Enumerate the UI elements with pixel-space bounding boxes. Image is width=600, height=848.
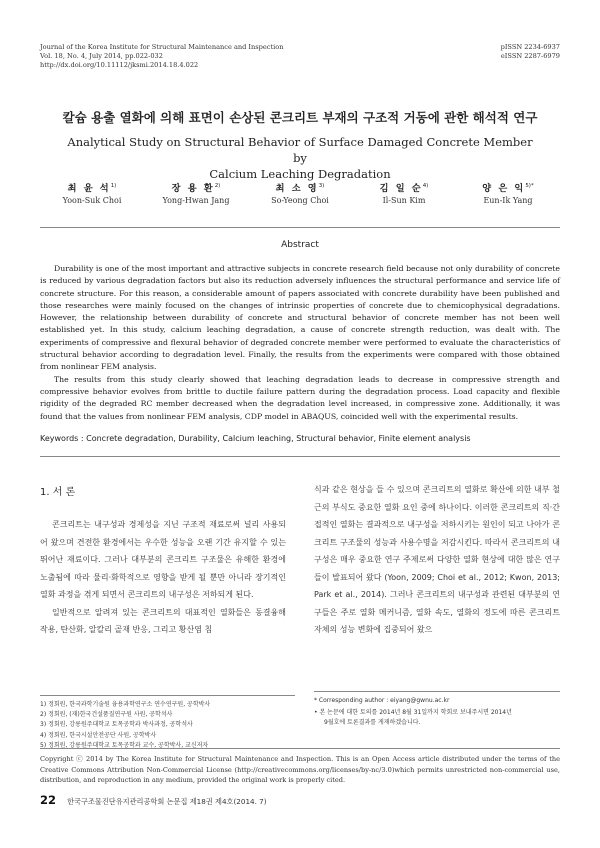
author-name-en: Yong-Hwan Jang bbox=[162, 196, 230, 206]
body-column-left bbox=[40, 485, 286, 639]
divider bbox=[40, 748, 560, 749]
corresponding-author: * Corresponding author : eiyang@gwnu.ac.kr bbox=[314, 697, 450, 704]
footnote-rule bbox=[40, 695, 295, 696]
copyright-notice: Copyright ⓒ 2014 by The Korea Institute for Structural Maintenance and Inspection. This is an Open Access article distributed under the terms of the Creative Commons Attribution Non-Commercial License (http://creativecommons.org/licenses/by-nc/3.0)which permits unrestricted non-commercial use, distribution, and reproduction in any medium, provided the original work is properly cited. bbox=[40, 755, 560, 784]
affiliation-footnote: 4) 정회원, 한국시설안전공단 사원, 공학박사 bbox=[40, 731, 157, 739]
journal-footer-name: 한국구조물진단유지관리공학회 논문집 제18권 제4호(2014. 7) bbox=[67, 797, 267, 806]
body-column-right bbox=[314, 481, 560, 639]
page-number: 22 bbox=[40, 793, 57, 807]
issn-block bbox=[420, 43, 560, 61]
footnote-rule bbox=[314, 691, 560, 692]
keywords-label: Keywords : bbox=[40, 434, 84, 443]
abstract-paragraph: Durability is one of the most important and attractive subjects in concrete research field because not only durability of concrete is reduced by various degradation factors but also its reduction adversely influences the structural performance and service life of concrete structure. For this reason, a considerable amount of papers associated with concrete durability have been published and those researches were mainly focused on the changes of intrinsic properties of concrete due to chemicophysical degradations. However, the relationship between durability of concrete and structural behavior of concrete member has not been well established yet. In this study, calcium leaching degradation, a cause of concrete strength reduction, was dealt with. The experiments of compressive and flexural behavior of degraded concrete member were performed to evaluate the characteristics of structural behavior according to degradation level. Finally, the results from the experiments were compared with those obtained from nonlinear FEM analysis. bbox=[40, 264, 560, 372]
author-affiliation-mark: 3) bbox=[318, 183, 325, 189]
author bbox=[352, 180, 456, 207]
title-en-line-1: Analytical Study on Structural Behavior of Surface Damaged Concrete Member by bbox=[67, 135, 533, 165]
abstract-paragraph: The results from this study clearly showed that leaching degradation leads to decrease in compressive strength and compressive behavior evolves from brittle to ductile failure pattern during the degradation process. Load capacity and flexible rigidity of the degraded RC member decreased when the degradation level increased, in compressive zone. Additionally, it was found that the values from nonlinear FEM analysis, CDP model in ABAQUS, coincided well with the experimental results. bbox=[40, 374, 560, 421]
journal-header bbox=[40, 43, 360, 70]
author-name-en: Eun-Ik Yang bbox=[483, 196, 533, 206]
body-paragraph: 콘크리트는 내구성과 경제성을 지닌 구조적 재료로써 널리 사용되어 왔으며 견전한 환경에서는 우수한 성능을 오랜 기간 유지할 수 있는 뛰어난 재료이다. 그러나 대부분의 콘크리트 구조물은 유해한 환경에 노출됨에 따라 물리·화학적으로 영향을 받게 될 뿐만 아니라 장기적인 열화 과정을 겪게 되면서 콘크리트의 내구성은 저하되게 된다. bbox=[40, 520, 286, 599]
page-footer bbox=[40, 789, 267, 808]
body-paragraph: 일반적으로 알려져 있는 콘크리트의 대표적인 열화들은 동결융해 작용, 탄산화, 알칼리 골재 반응, 그리고 황산염 침 bbox=[40, 607, 286, 634]
paper-title-english bbox=[60, 134, 540, 182]
author-name-en: Il-Sun Kim bbox=[382, 196, 426, 206]
divider bbox=[40, 456, 560, 457]
author-name-en: Yoon-Suk Choi bbox=[62, 196, 122, 206]
abstract-body bbox=[40, 263, 560, 423]
journal-volume: Vol. 18, No. 4, July 2014, pp.022-032 bbox=[40, 52, 163, 60]
correspondence-footnotes bbox=[314, 696, 564, 729]
author bbox=[248, 180, 352, 207]
author-name-en: So-Yeong Choi bbox=[271, 196, 329, 206]
affiliation-footnote: 5) 정회원, 강릉원주대학교 토목공학과 교수, 공학박사, 교신저자 bbox=[40, 741, 209, 749]
author-name-kr: 최 윤 석 bbox=[67, 183, 111, 195]
author-affiliation-mark: 4) bbox=[422, 183, 429, 189]
eissn: eISSN 2287-6979 bbox=[500, 52, 560, 60]
keywords-line bbox=[40, 434, 560, 443]
affiliation-footnote: 3) 정회원, 강릉원주대학교 토목공학과 박사과정, 공학석사 bbox=[40, 721, 193, 729]
journal-name: Journal of the Korea Institute for Structural Maintenance and Inspection bbox=[40, 43, 284, 51]
section-heading: 1. 서 론 bbox=[40, 487, 76, 498]
title-en-line-2: Calcium Leaching Degradation bbox=[209, 167, 391, 181]
author-name-kr: 장 용 환 bbox=[171, 183, 215, 195]
keywords-text: Concrete degradation, Durability, Calcium leaching, Structural behavior, Finite element analysis bbox=[86, 434, 471, 443]
discussion-note-cont: 9월호에 토론결과를 게재하겠습니다. bbox=[324, 719, 421, 727]
author-affiliation-mark: 5)* bbox=[525, 183, 534, 189]
divider bbox=[40, 227, 560, 228]
affiliation-footnotes bbox=[40, 700, 300, 751]
author-affiliation-mark: 2) bbox=[214, 183, 221, 189]
author bbox=[456, 180, 560, 207]
author-name-kr: 김 일 순 bbox=[379, 183, 423, 195]
author bbox=[40, 180, 144, 207]
author bbox=[144, 180, 248, 207]
author-list bbox=[40, 180, 560, 207]
affiliation-footnote: 1) 정회원, 한국과학기술원 융용과학연구소 연수연구원, 공학박사 bbox=[40, 701, 211, 708]
body-paragraph: 식과 같은 현상을 들 수 있으며 콘크리트의 열화로 확산에 의한 내부 철근의 부식도 중요한 열화 요인 중에 하나이다. 이러한 콘크리트의 직·간접적인 열화는 결과적으로 내구성을 저하시키는 원인이 되고 나아가 콘크리트 구조물의 성능과 사용수명을 저감시킨다. 따라서 콘크리트의 내구성은 매우 중요한 연구 주제로써 다양한 열화 현상에 대한 많은 연구들이 발표되어 왔다 (Yoon, 2009; Choi et al., 2012; Kwon, 2013; Park et al., 2014). 그러나 콘크리트의 내구성과 관련된 대부분의 연구들은 주로 열화 메커니즘, 열화 속도, 열화의 정도에 따른 콘크리트 자체의 성능 변화에 집중되어 왔으 bbox=[314, 485, 560, 634]
paper-title-korean: 칼슘 용출 열화에 의해 표면이 손상된 콘크리트 부재의 구조적 거동에 관한 해석적 연구 bbox=[62, 110, 538, 125]
author-affiliation-mark: 1) bbox=[110, 183, 117, 189]
author-name-kr: 양 은 익 bbox=[482, 183, 526, 195]
doi-link[interactable]: http://dx.doi.org/10.11112/jksmi.2014.18.4.022 bbox=[40, 61, 199, 69]
abstract-heading: Abstract bbox=[281, 240, 319, 250]
pissn: pISSN 2234-6937 bbox=[500, 43, 560, 51]
discussion-note: • 본 논문에 대한 토의를 2014년 8월 31일까지 학회로 보내주시면 2014년 bbox=[314, 709, 512, 717]
author-name-kr: 최 소 영 bbox=[275, 183, 319, 195]
affiliation-footnote: 2) 정회원, (재)한국건설품질연구원 사원, 공학석사 bbox=[40, 711, 173, 719]
